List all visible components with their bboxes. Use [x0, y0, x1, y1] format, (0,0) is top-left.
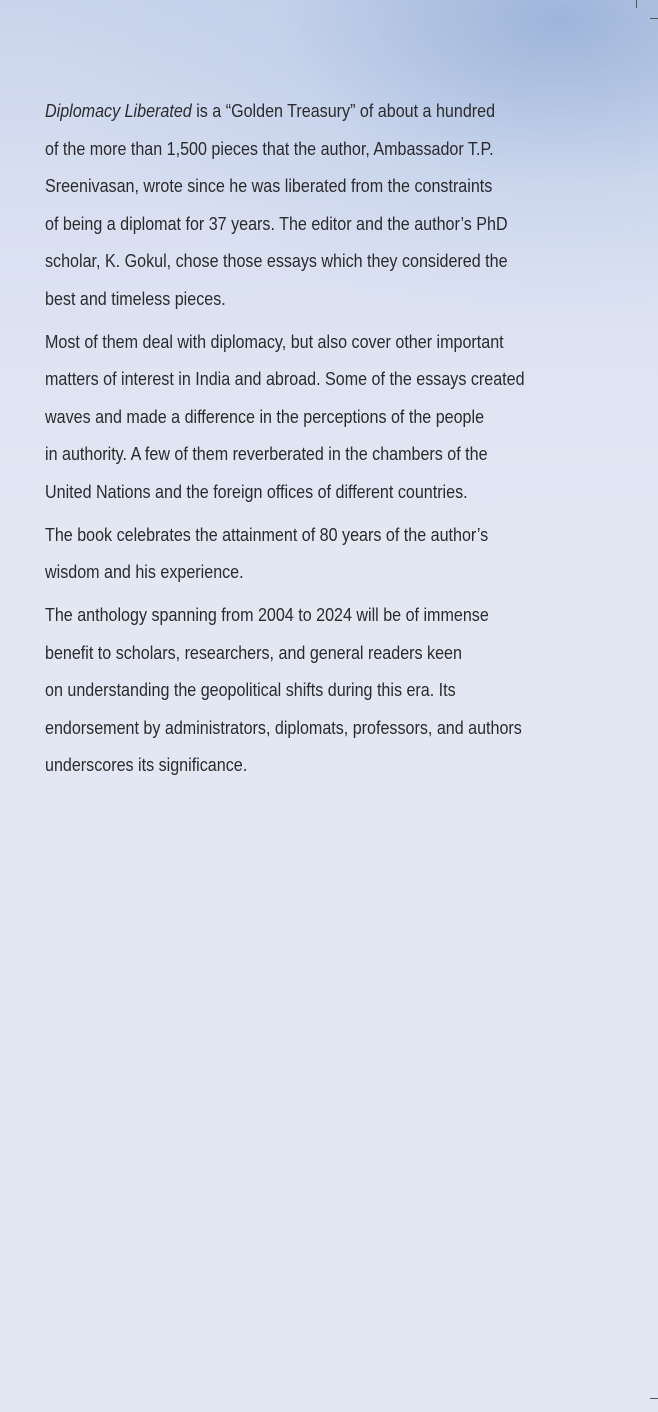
blurb-line: of being a diplomat for 37 years. The editor and the author’s PhD [45, 212, 508, 234]
crop-mark-top-horizontal [650, 18, 658, 19]
book-title: Diplomacy Liberated [45, 100, 192, 121]
blurb-line: The book celebrates the attainment of 80 years of the author’s [45, 523, 489, 545]
blurb-paragraph-3 [45, 516, 519, 591]
blurb-line: of the more than 1,500 pieces that the author, Ambassador T.P. [45, 137, 494, 159]
blurb-line: United Nations and the foreign offices of different countries. [45, 480, 468, 502]
blurb-paragraph-4 [45, 596, 522, 784]
blurb-line: underscores its significance. [45, 754, 248, 775]
blurb-line: best and timeless pieces. [45, 287, 226, 309]
blurb-line: on understanding the geopolitical shifts during this era. Its [45, 679, 456, 700]
crop-mark-top-vertical [636, 0, 637, 8]
blurb-text [45, 92, 525, 789]
blurb-line-text: is a “Golden Treasury” of about a hundred [191, 100, 496, 121]
blurb-line: in authority. A few of them reverberated in the chambers of the [45, 443, 488, 464]
blurb-line: wisdom and his experience. [45, 561, 244, 582]
blurb-line: scholar, K. Gokul, chose those essays which they considered the [45, 250, 508, 271]
blurb-paragraph-2 [45, 323, 525, 511]
blurb-line: benefit to scholars, researchers, and general readers keen [45, 641, 462, 663]
blurb-line: waves and made a difference in the perceptions of the people [45, 405, 485, 427]
blurb-line: Most of them deal with diplomacy, but also cover other important [45, 330, 504, 352]
blurb-line [45, 92, 519, 130]
blurb-paragraph-1 [45, 92, 519, 317]
blurb-line: The anthology spanning from 2004 to 2024 will be of immense [45, 604, 489, 625]
blurb-line: matters of interest in India and abroad. Some of the essays created [45, 368, 525, 389]
crop-mark-bottom-horizontal [650, 1398, 658, 1399]
blurb-line: Sreenivasan, wrote since he was liberated from the constraints [45, 175, 493, 196]
blurb-line: endorsement by administrators, diplomats, professors, and authors [45, 716, 522, 738]
